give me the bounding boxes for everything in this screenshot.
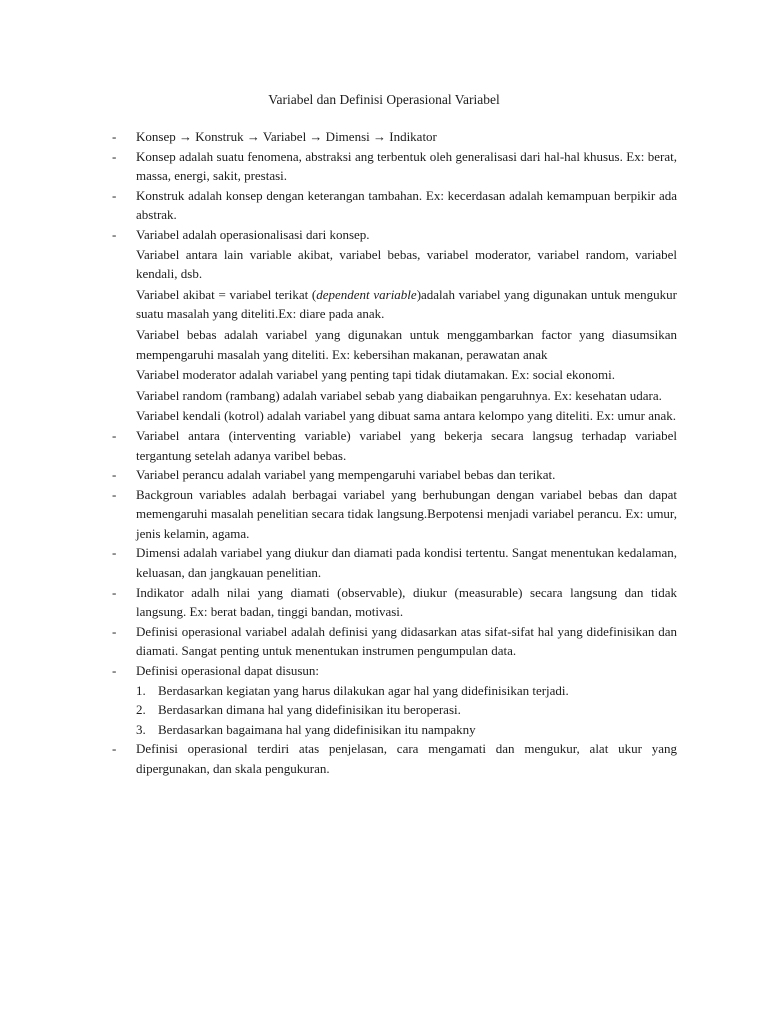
numbered-text: Berdasarkan dimana hal yang didefinisikan itu beroperasi.: [158, 702, 461, 718]
bullet: -: [112, 427, 117, 443]
item-number: 3.: [136, 721, 146, 737]
list-item: [112, 465, 677, 485]
numbered-text: Berdasarkan bagaimana hal yang didefinisikan itu nampakny: [158, 721, 476, 737]
item-text: Dimensi adalah variabel yang diukur dan diamati pada kondisi tertentu. Sangat menentukan kedalaman, keluasan, dan jangkauan penelitian.: [136, 545, 677, 581]
paragraph: Variabel bebas adalah variabel yang digunakan untuk menggambarkan factor yang diasumsikan mempengaruhi masalah yang diteliti. Ex: kebersihan makanan, perawatan anak: [136, 326, 677, 362]
paragraph: Variabel moderator adalah variabel yang penting tapi tidak diutamakan. Ex: social ekonomi.: [136, 367, 616, 383]
paragraph-text: Variabel akibat = variabel terikat (: [136, 286, 317, 302]
list-item: [112, 147, 677, 186]
bullet: -: [112, 623, 117, 639]
bullet: -: [112, 148, 117, 164]
document-title: Variabel dan Definisi Operasional Variabel: [268, 92, 500, 107]
bullet: -: [112, 467, 117, 483]
paragraph: Variabel kendali (kotrol) adalah variabel yang dibuat sama antara kelompo yang diteliti. Ex: umur anak.: [136, 408, 677, 424]
numbered-item: [136, 700, 677, 720]
paragraph: Variabel random (rambang) adalah variabel sebab yang diabaikan pengaruhnya. Ex: kesehatan udara.: [136, 387, 662, 403]
numbered-text: Berdasarkan kegiatan yang harus dilakukan agar hal yang didefinisikan terjadi.: [158, 682, 569, 698]
list-item: [112, 186, 677, 225]
bullet: -: [112, 486, 117, 502]
paragraph-text: )adalah variabel yang digunakan untuk mengukur suatu masalah yang diteliti.Ex: diare pada anak.: [136, 286, 677, 322]
document-body: [112, 127, 677, 779]
list-item: [112, 485, 677, 544]
list-item: [112, 583, 677, 622]
bullet: -: [112, 663, 117, 679]
item-text: Konsep → Konstruk → Variabel → Dimensi → Indikator: [136, 129, 437, 144]
numbered-item: [136, 681, 677, 701]
item-number: 2.: [136, 702, 146, 718]
item-text: Backgroun variables adalah berbagai variabel yang berhubungan dengan variabel bebas dan dapat memengaruhi masalah penelitian secara tidak langsung.Berpotensi menjadi variabel perancu. Ex: umur, jenis kelamin, agama.: [136, 486, 677, 541]
item-text: Konstruk adalah konsep dengan keterangan tambahan. Ex: kecerdasan adalah kemampuan berpikir ada abstrak.: [136, 187, 677, 223]
bullet: -: [112, 187, 117, 203]
list-item: [112, 225, 677, 426]
item-text: Definisi operasional dapat disusun:: [136, 663, 320, 679]
list-item: [112, 661, 677, 739]
list-item: [112, 622, 677, 661]
paragraph: [136, 285, 677, 324]
bullet: -: [112, 584, 117, 600]
list-item: [112, 426, 677, 465]
list-item: [112, 543, 677, 582]
item-text: Variabel adalah operasionalisasi dari konsep.: [136, 226, 370, 242]
numbered-item: [136, 720, 677, 740]
bullet: -: [112, 226, 117, 242]
item-text: Definisi operasional terdiri atas penjelasan, cara mengamati dan mengukur, alat ukur yang dipergunakan, dan skala pengukuran.: [136, 741, 677, 776]
bullet: -: [112, 129, 117, 144]
item-text: Variabel perancu adalah variabel yang mempengaruhi variabel bebas dan terikat.: [136, 467, 556, 483]
list-item: [112, 127, 677, 147]
bullet: -: [112, 741, 117, 757]
emphasis-text: dependent variable: [316, 286, 417, 302]
item-text: Konsep adalah suatu fenomena, abstraksi ang terbentuk oleh generalisasi dari hal-hal khusus. Ex: berat, massa, energi, sakit, prestasi.: [136, 148, 677, 184]
bullet: -: [112, 545, 117, 561]
item-number: 1.: [136, 682, 146, 698]
item-text: Definisi operasional variabel adalah definisi yang didasarkan atas sifat-sifat hal yang didefinisikan dan diamati. Sangat penting untuk menentukan instrumen pengumpulan data.: [136, 623, 677, 659]
item-text: Indikator adalh nilai yang diamati (observable), diukur (measurable) secara langsung dan tidak langsung. Ex: berat badan, tinggi bandan, motivasi.: [136, 584, 677, 620]
list-item: [112, 739, 677, 778]
item-text: Variabel antara (interventing variable) variabel yang bekerja secara langsug terhadap variabel tergantung setelah adanya varibel bebas.: [136, 427, 677, 463]
paragraph: Variabel antara lain variable akibat, variabel bebas, variabel moderator, variabel random, variabel kendali, dsb.: [136, 246, 677, 282]
